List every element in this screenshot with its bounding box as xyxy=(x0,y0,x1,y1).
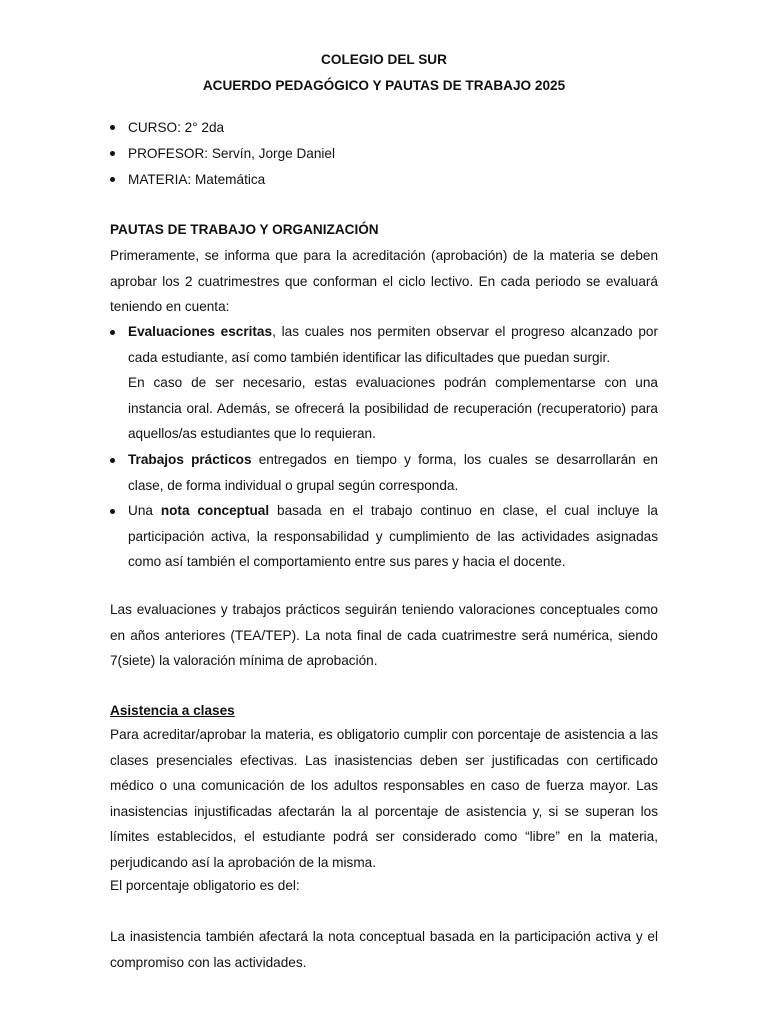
bullet-icon xyxy=(110,330,115,335)
criteria-term: Trabajos prácticos xyxy=(128,451,252,467)
bullet-icon xyxy=(110,509,115,514)
criteria-item-written-exams: Evaluaciones escritas, las cuales nos permiten observar el progreso alcanzado por cada estudiante, así como también identificar las dificultades que puedan surgir. En caso de ser necesario, estas evaluaciones podrán complementarse con una instancia oral. Además, se ofrecerá la posibilidad de recuperación (recuperatorio) para aquellos/as estudiantes que lo requieran. xyxy=(110,319,658,447)
info-item-teacher: PROFESOR: Servín, Jorge Daniel xyxy=(110,146,335,172)
section-heading-attendance: Asistencia a clases xyxy=(110,703,235,718)
bullet-icon xyxy=(110,151,115,156)
attendance-paragraph: Para acreditar/aprobar la materia, es obligatorio cumplir con porcentaje de asistencia a las clases presenciales efectivas. Las inasistencias deben ser justificadas con certificado médico o una comunicación de los adultos responsables en caso de fuerza mayor. Las inasistencias injustificadas afectarán la al porcentaje de asistencia y, si se superan los límites establecidos, el estudiante podrá ser considerado como “libre” en la materia, perjudicando así la aprobación de la misma. xyxy=(110,727,658,870)
criteria-list xyxy=(110,319,658,575)
criteria-term: Evaluaciones escritas xyxy=(128,324,273,339)
document-title: ACUERDO PEDAGÓGICO Y PAUTAS DE TRABAJO 2025 xyxy=(202,78,566,93)
info-item-subject: MATERIA: Matemática xyxy=(110,172,335,198)
intro-paragraph: Primeramente, se informa que para la acreditación (aprobación) de la materia se deben aprobar los 2 cuatrimestres que conforman el ciclo lectivo. En cada periodo se evaluará teniendo en cuenta: xyxy=(110,248,658,315)
attendance-closing-paragraph: La inasistencia también afectará la nota conceptual basada en la participación activa y el compromiso con las actividades. xyxy=(110,929,658,970)
course-info-list xyxy=(110,120,335,198)
criteria-extra-text: En caso de ser necesario, estas evaluaciones podrán complementarse con una instancia oral. Además, se ofrecerá la posibilidad de recuperación (recuperatorio) para aquellos/as estudiantes que lo requieran. xyxy=(128,375,658,442)
criteria-item-practical-work: Trabajos prácticos entregados en tiempo y forma, los cuales se desarrollarán en clase, de forma individual o grupal según corresponda. xyxy=(110,447,658,498)
bullet-icon xyxy=(110,177,115,182)
section-heading-guidelines: PAUTAS DE TRABAJO Y ORGANIZACIÓN xyxy=(110,222,379,237)
attendance-percentage-line: El porcentaje obligatorio es del: xyxy=(110,878,300,893)
criteria-term: nota conceptual xyxy=(160,503,270,519)
school-name: COLEGIO DEL SUR xyxy=(321,52,447,67)
criteria-item-concept-grade: Una nota conceptual basada en el trabajo continuo en clase, el cual incluye la participación activa, la responsabilidad y cumplimiento de las actividades asignadas como así también el comportamiento entre sus pares y hacia el docente. xyxy=(110,498,658,575)
grading-paragraph: Las evaluaciones y trabajos prácticos seguirán teniendo valoraciones conceptuales como en años anteriores (TEA/TEP). La nota final de cada cuatrimestre será numérica, siendo 7(siete) la valoración mínima de aprobación. xyxy=(110,602,658,669)
info-item-course: CURSO: 2° 2da xyxy=(110,120,335,146)
bullet-icon xyxy=(110,458,115,463)
bullet-icon xyxy=(110,125,115,130)
